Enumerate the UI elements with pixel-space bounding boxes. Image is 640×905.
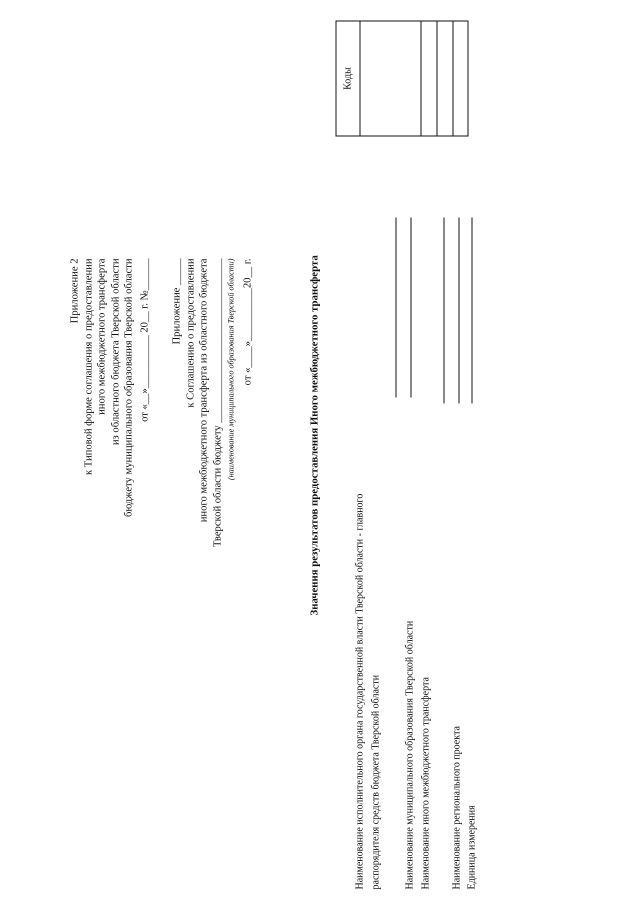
appendix2-line1: Приложение 2 xyxy=(69,258,80,323)
appendix2-header xyxy=(68,258,151,516)
appendix2-line3: иного межбюджетного трансферта xyxy=(96,258,107,415)
codes-cell-regional-project xyxy=(453,21,468,136)
codes-table xyxy=(335,20,468,136)
appendix2-line4: из областного бюджета Тверской области xyxy=(109,258,121,445)
appendix-line3: иного межбюджетного трансферта из областного бюджета xyxy=(198,258,209,522)
field-transfer: Наименование иного межбюджетного трансферта xyxy=(420,676,431,889)
codes-cell-municipality xyxy=(421,21,437,136)
executive-body-underline xyxy=(395,217,396,397)
codes-cell-executive-body xyxy=(360,21,421,136)
appendix-line4: Тверской области бюджету _______________________________ xyxy=(211,258,223,547)
transfer-underline xyxy=(458,217,459,403)
executive-body-underline-2 xyxy=(410,217,411,397)
municipality-underline xyxy=(443,217,444,403)
field-unit: Единица измерения xyxy=(466,804,477,889)
codes-header: Коды xyxy=(336,21,360,136)
appendix-line5: от «____»__________20__ г. xyxy=(241,258,253,385)
field-executive-body-line2: распорядителя средств бюджета Тверской области xyxy=(369,674,381,889)
document-title: Значения результатов предоставления Иного межбюджетного трансферта xyxy=(308,254,320,615)
field-regional-project: Наименование регионального проекта xyxy=(451,725,462,889)
appendix-header xyxy=(170,258,254,547)
appendix2-line2: к Типовой форме соглашения о предоставлении xyxy=(82,258,94,475)
appendix-line2: к Соглашению о предоставлении xyxy=(184,258,196,408)
appendix2-line6: от «__»__________ 20__ г. №______ xyxy=(138,258,150,422)
field-municipality: Наименование муниципального образования Тверской области xyxy=(404,620,415,889)
codes-cell-transfer xyxy=(437,21,453,136)
field-executive-body xyxy=(354,493,382,889)
appendix-line1: Приложение _____ xyxy=(171,258,182,344)
regional-project-underline xyxy=(471,217,472,403)
field-executive-body-line1: Наименование исполнительного органа государственной власти Тверской области - главного xyxy=(354,493,365,889)
appendix-note: (наименование муниципального образования Тверской области) xyxy=(226,258,235,480)
appendix2-line5: бюджету муниципального образования Тверской области xyxy=(123,258,134,517)
